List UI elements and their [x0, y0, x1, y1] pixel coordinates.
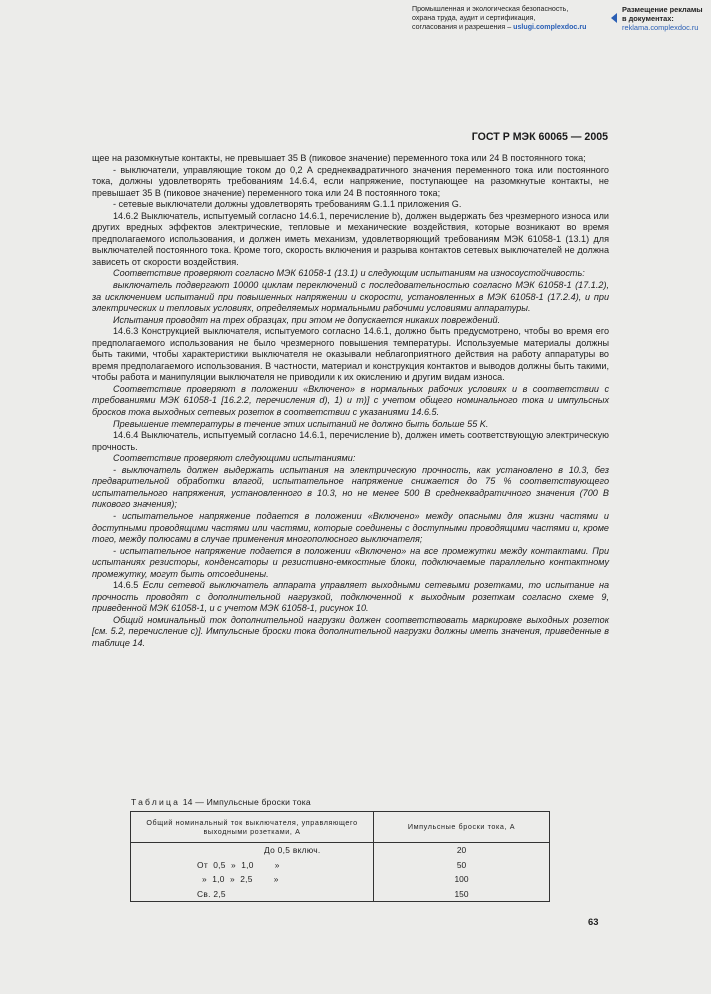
table-caption-word: Таблица [131, 797, 181, 807]
table-cell-value: 20 [374, 843, 550, 858]
page-number: 63 [588, 916, 599, 927]
table-row [131, 887, 550, 902]
column-header-impulse: Импульсные броски тока, А [374, 812, 550, 843]
table-cell-range [131, 843, 374, 858]
paragraph: 14.6.4 Выключатель, испытуемый согласно 14.6.1, перечисление b), должен иметь соответствующую электрическую прочность. [92, 430, 609, 452]
paragraph: Испытания проводят на трех образцах, при этом не допускается никаких повреждений. [113, 314, 501, 325]
paragraph: - выключатели, управляющие током до 0,2 А среднеквадратичного значения переменного тока или постоянного тока, должны удовлетворять требованиям 14.6.4, если напряжение, поступающее на разомкнутые контакты, не превышает 35 В (пиковое значение) переменного тока или 24 В постоянного тока; [92, 164, 609, 198]
paragraph: щее на разомкнутые контакты, не превышает 35 В (пиковое значение) переменного тока или 24 В постоянного тока; [92, 153, 586, 163]
table-cell-range [131, 858, 374, 873]
arrow-left-icon [611, 13, 617, 23]
table-row [131, 858, 550, 873]
banner-services [412, 5, 608, 32]
table-caption-rest: 14 — Импульсные броски тока [180, 797, 311, 807]
ads-title: Размещение рекламы [622, 5, 703, 14]
services-link[interactable]: uslugi.complexdoc.ru [513, 23, 587, 31]
banner-line [412, 23, 608, 32]
ads-link[interactable]: reklama.complexdoc.ru [622, 23, 699, 32]
paragraph: выключатель подвергают 10000 циклам переключений с последовательностью согласно МЭК 61058-1 (17.1.2), за исключением испытаний при повышенных напряжении и скорости, установленных в МЭК 61058-1 (17.2.4), и при электрических и тепловых условиях, определяемых нормальными рабочими условиями аппаратуры. [92, 280, 609, 314]
range-text: От 0,5 » 1,0 » [197, 859, 280, 870]
table-cell-value: 100 [374, 872, 550, 887]
clause-number: 14.6.5 [113, 580, 143, 591]
ads-subtitle: в документах: [622, 14, 674, 23]
table-cell-value: 150 [374, 887, 550, 902]
table-caption [131, 797, 311, 807]
banner-line: Промышленная и экологическая безопасность, [412, 5, 569, 13]
paragraph: Соответствие проверяют в положении «Включено» в нормальных рабочих условиях и в соответствии с требованиями МЭК 61058-1 [16.2.2, перечисления d), 1) и m)] с учетом общего номинального тока и импульсных бросков тока выходных сетевых розеток в соответствии с указаниями 14.6.5. [92, 383, 609, 418]
banner-line: охрана труда, аудит и сертификация, [412, 14, 536, 22]
standard-header: ГОСТ Р МЭК 60065 — 2005 [471, 131, 608, 143]
table-header-row [131, 812, 550, 843]
paragraph: - испытательное напряжение подается в положении «Включено» на все промежутки между контактами. При испытаниях резисторы, конденсаторы и резистивно-емкостные блоки, подключаемые параллельно контактному промежутку, могут быть отсоединены. [92, 545, 609, 579]
range-text: До 0,5 включ. [264, 845, 321, 855]
paragraph: - испытательное напряжение подается в положении «Включено» между опасными для жизни частями и доступными проводящими частями или частями, которые соединены с доступными проводящими частями и, кроме того, между полюсами в случае применения многополюсного выключателя; [92, 510, 609, 545]
paragraph: - выключатель должен выдержать испытания на электрическую прочность, как установлено в 10.3, без предварительной обработки влагой, испытательное напряжение снижается до 75 % соответствующего испытательного напряжения, установленного в 10.3, но не менее 500 В среднеквадратичного значения (700 В пикового значения); [92, 464, 609, 510]
banner-line-prefix: согласования и разрешения – [412, 23, 514, 31]
paragraph [92, 580, 609, 615]
table-cell-value: 50 [374, 858, 550, 873]
paragraph: Соответствие проверяют следующими испытаниями: [113, 453, 356, 464]
document-body [92, 153, 609, 650]
paragraph: 14.6.3 Конструкцией выключателя, испытуемого согласно 14.6.1, должно быть предусмотрено, чтобы во время его предполагаемого использования не было чрезмерного повышения температуры. Используемые материалы должны быть такими, чтобы характеристики выключателя не оказывали неблагоприятного действия на работу аппаратуры во время предполагаемого использования. В частности, материал и конструкция контактов и выводов должны быть такими, чтобы работа и манипуляции выключателя не приводили к их окислению и другим видам износа. [92, 326, 609, 383]
table-row [131, 872, 550, 887]
paragraph-text: Если сетевой выключатель аппарата управляет выходными сетевыми розетками, то испытание на прочность проводят с дополнительной нагрузкой, подключенной к выходным розеткам согласно схеме 9, приведенной МЭК 61058-1, и с учетом МЭК 61058-1, рисунок 10. [92, 580, 610, 614]
banner-ads [622, 5, 711, 32]
column-header-rated-current: Общий номинальный ток выключателя, управляющего выходными розетками, А [131, 812, 374, 843]
paragraph: - сетевые выключатели должны удовлетворять требованиям G.1.1 приложения G. [113, 199, 462, 210]
table-cell-range [131, 887, 374, 902]
range-text: Св. 2,5 [197, 888, 226, 899]
table-cell-range [131, 872, 374, 887]
paragraph: Общий номинальный ток дополнительной нагрузки должен соответствовать маркировке выходных розеток [см. 5.2, перечисление с)]. Импульсные броски тока дополнительной нагрузки должны иметь значения, приведенные в таблице 14. [92, 614, 609, 648]
range-text: » 1,0 » 2,5 » [202, 874, 279, 885]
paragraph: 14.6.2 Выключатель, испытуемый согласно 14.6.1, перечисление b), должен выдержать без чрезмерного износа или других вредных эффектов электрические, тепловые и механические воздействия, которые возникают во время предполагаемого использования, и должен иметь механизм, удовлетворяющий требованиям МЭК 61058-1 (13.1) для выключателей постоянного тока. Кроме того, скорость включения и разрыва контактов сетевых выключателей не должна зависеть от скорости воздействия. [92, 210, 609, 267]
paragraph: Превышение температуры в течение этих испытаний не должно быть больше 55 K. [113, 418, 489, 429]
impulse-current-table [130, 811, 550, 902]
table-row [131, 843, 550, 858]
paragraph: Соответствие проверяют согласно МЭК 61058-1 (13.1) и следующим испытаниям на износоустойчивость: [113, 268, 585, 279]
